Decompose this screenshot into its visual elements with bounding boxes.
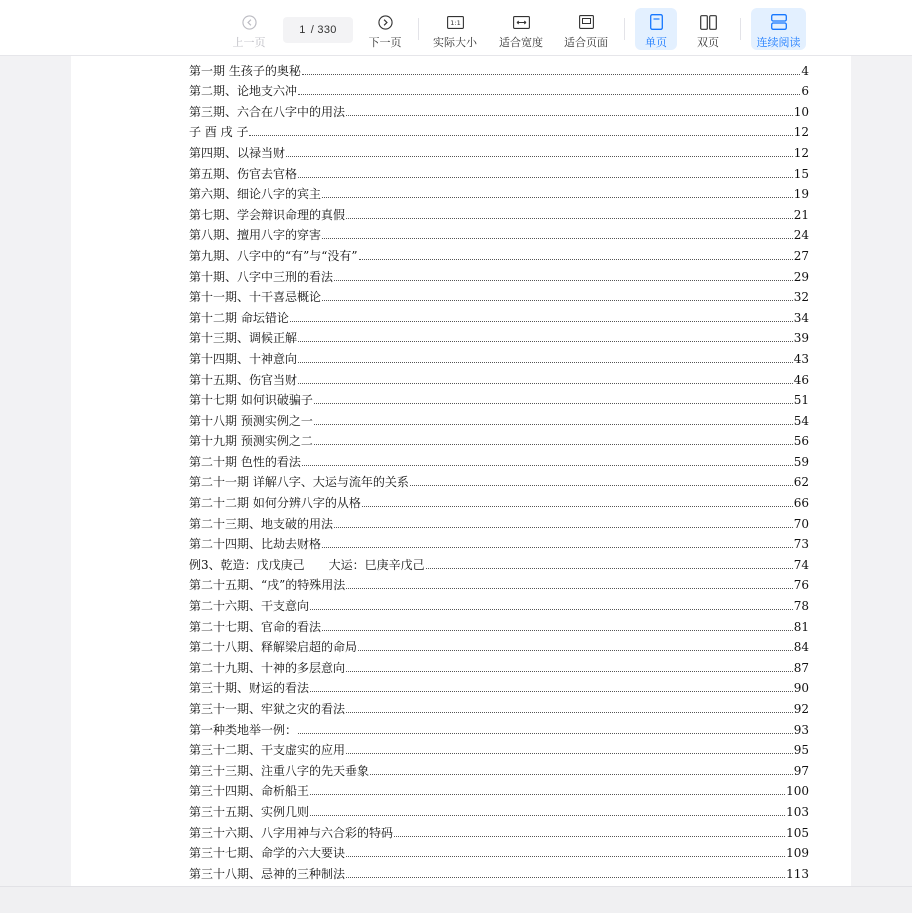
toc-entry-page: 97 xyxy=(793,763,809,778)
toc-leader-dots xyxy=(346,671,793,672)
toc-entry-title: 第八期、擅用八字的穿害 xyxy=(189,228,322,243)
double-page-button[interactable] xyxy=(687,8,729,50)
actual-size-button[interactable] xyxy=(430,8,480,50)
toc-entry-page: 92 xyxy=(793,702,809,716)
toc-leader-dots xyxy=(249,135,792,136)
double-page-label: 双页 xyxy=(697,37,719,49)
toc-leader-dots xyxy=(310,794,785,795)
toc-entry-title: 第十期、八字中三刑的看法 xyxy=(189,269,334,284)
toc-entry-page: 76 xyxy=(793,578,809,593)
toc-entry[interactable] xyxy=(189,654,809,675)
toc-entry-page: 73 xyxy=(793,537,809,552)
toc-entry[interactable] xyxy=(189,489,809,510)
toc-entry[interactable] xyxy=(189,139,809,160)
toc-entry-page: 39 xyxy=(793,331,809,346)
toc-entry-page: 62 xyxy=(793,475,809,490)
toc-entry-title: 第十四期、十神意向 xyxy=(189,351,298,366)
toc-entry[interactable] xyxy=(189,98,809,119)
toc-leader-dots xyxy=(334,280,793,281)
toc-entry-title: 第十五期、伤官当财 xyxy=(189,372,298,387)
toc-leader-dots xyxy=(362,506,793,507)
toc-entry-title: 第二十九期、十神的多层意向 xyxy=(189,660,346,675)
continuous-scroll-icon xyxy=(771,13,787,31)
toc-entry-title: 第十七期 如何识破骗子 xyxy=(189,393,313,408)
toc-entry[interactable] xyxy=(189,448,809,469)
toc-leader-dots xyxy=(322,300,793,301)
double-page-icon xyxy=(700,13,717,31)
toc-entry-page: 21 xyxy=(793,207,809,222)
toc-leader-dots xyxy=(410,485,793,486)
toc-entry-page: 12 xyxy=(793,145,809,160)
toc-entry-title: 子 酉 戌 子 xyxy=(189,125,249,140)
toc-entry[interactable] xyxy=(189,242,809,263)
toc-entry-title: 第十八期 预测实例之一 xyxy=(189,413,313,428)
toc-leader-dots xyxy=(322,238,793,239)
toc-leader-dots xyxy=(346,115,793,116)
toc-leader-dots xyxy=(346,588,792,589)
toc-entry[interactable] xyxy=(189,304,809,325)
toc-entry[interactable] xyxy=(189,160,809,181)
toc-leader-dots xyxy=(346,753,793,754)
toc-entry-title: 第三十二期、干支虚实的应用 xyxy=(189,743,346,758)
toc-leader-dots xyxy=(314,403,793,404)
toc-entry-title: 第三十一期、牢狱之灾的看法 xyxy=(189,702,346,716)
toc-entry[interactable] xyxy=(189,201,809,222)
bottom-bar xyxy=(0,886,912,913)
toc-entry-title: 第三十六期、八字用神与六合彩的特码 xyxy=(189,825,394,840)
toc-entry-page: 90 xyxy=(793,681,809,696)
page-current-input[interactable]: 1 xyxy=(299,24,306,36)
toc-entry-page: 81 xyxy=(793,619,809,634)
toc-entry[interactable] xyxy=(189,345,809,366)
toc-entry-title: 第十二期 命坛错论 xyxy=(189,310,289,325)
toc-leader-dots xyxy=(426,568,793,569)
toc-leader-dots xyxy=(310,609,793,610)
toc-entry[interactable] xyxy=(189,181,809,202)
toc-entry[interactable] xyxy=(189,716,809,737)
toc-entry-page: 43 xyxy=(793,351,809,366)
toc-leader-dots xyxy=(394,836,785,837)
toc-entry-page: 19 xyxy=(793,187,809,202)
prev-page-label: 上一页 xyxy=(232,37,266,49)
toc-entry-page: 15 xyxy=(793,166,809,181)
single-page-icon xyxy=(650,13,663,31)
toc-entry-page: 32 xyxy=(793,290,809,305)
toc-entry-page: 105 xyxy=(786,825,809,840)
toc-entry-page: 4 xyxy=(801,63,809,78)
toc-entry-title: 第二十五期、“戌”的特殊用法 xyxy=(189,578,346,593)
toc-leader-dots xyxy=(322,197,793,198)
toc-entry-page: 34 xyxy=(793,310,809,325)
toc-entry[interactable] xyxy=(189,675,809,696)
toc-entry[interactable] xyxy=(189,510,809,531)
toc-entry[interactable] xyxy=(189,798,809,819)
next-page-label: 下一页 xyxy=(368,37,402,49)
toc-entry-title: 第二十七期、官命的看法 xyxy=(189,619,322,634)
fit-page-label: 适合页面 xyxy=(564,37,608,49)
toolbar-divider xyxy=(624,18,625,40)
toc-entry[interactable] xyxy=(189,119,809,140)
toc-entry-title: 第十三期、调候正解 xyxy=(189,331,298,346)
toc-entry-title: 第十九期 预测实例之二 xyxy=(189,434,313,449)
toc-entry[interactable] xyxy=(189,222,809,243)
toc-entry-page: 100 xyxy=(786,784,809,799)
actual-size-label: 实际大小 xyxy=(433,37,477,49)
toc-leader-dots xyxy=(298,177,793,178)
toc-entry[interactable] xyxy=(189,469,809,490)
circle-chevron-right-icon xyxy=(378,13,393,31)
toc-entry-page: 93 xyxy=(793,722,809,737)
next-page-button[interactable] xyxy=(364,8,406,50)
reader-toolbar xyxy=(0,0,912,56)
toc-entry-page: 78 xyxy=(793,599,809,614)
toc-leader-dots xyxy=(298,733,793,734)
toc-entry-page: 56 xyxy=(793,434,809,449)
page-indicator[interactable] xyxy=(283,17,353,43)
toc-entry-title: 第十一期、十干喜忌概论 xyxy=(189,290,322,305)
toc-leader-dots xyxy=(302,74,800,75)
prev-page-button[interactable] xyxy=(228,8,270,50)
toc-leader-dots xyxy=(298,94,800,95)
toc-leader-dots xyxy=(310,815,785,816)
toc-entry[interactable] xyxy=(189,778,809,799)
toc-entry-page: 109 xyxy=(786,846,809,861)
toc-entry-page: 29 xyxy=(793,269,809,284)
toc-entry[interactable] xyxy=(189,757,809,778)
toc-entry[interactable] xyxy=(189,572,809,593)
toc-entry[interactable] xyxy=(189,613,809,634)
toc-entry-title: 第二十八期、释解梁启超的命局 xyxy=(189,640,358,655)
single-page-button[interactable] xyxy=(635,8,677,50)
toc-leader-dots xyxy=(322,547,793,548)
toc-entry-title: 第四期、以禄当财 xyxy=(189,145,286,160)
toc-entry-page: 59 xyxy=(793,454,809,469)
toc-entry-page: 51 xyxy=(793,393,809,408)
toc-leader-dots xyxy=(298,341,793,342)
toc-entry-title: 第七期、学会辩识命理的真假 xyxy=(189,207,346,222)
single-page-label: 单页 xyxy=(645,37,667,49)
toc-leader-dots xyxy=(358,650,793,651)
toc-entry-page: 12 xyxy=(793,125,809,140)
toc-entry-title: 第三十八期、忌神的三种制法 xyxy=(189,866,346,881)
toc-entry-page: 24 xyxy=(793,228,809,243)
toc-entry-title: 第一期 生孩子的奥秘 xyxy=(189,63,301,78)
toc-entry[interactable] xyxy=(189,407,809,428)
table-of-contents xyxy=(189,57,809,901)
toc-leader-dots xyxy=(310,691,793,692)
toc-entry[interactable] xyxy=(189,634,809,655)
toc-entry-page: 113 xyxy=(786,866,809,881)
toc-entry[interactable] xyxy=(189,78,809,99)
svg-text:1:1: 1:1 xyxy=(449,18,461,27)
continuous-reading-label: 连续阅读 xyxy=(756,37,801,49)
document-viewport[interactable] xyxy=(0,56,912,886)
toc-entry-page: 103 xyxy=(786,804,809,819)
toc-entry[interactable] xyxy=(189,737,809,758)
toolbar-divider xyxy=(740,18,741,40)
toc-leader-dots xyxy=(302,465,793,466)
toc-leader-dots xyxy=(298,383,793,384)
toc-leader-dots xyxy=(359,259,793,260)
fit-width-button[interactable] xyxy=(496,8,546,50)
toc-leader-dots xyxy=(346,218,793,219)
toc-entry-title: 例3、乾造：戊戊庚己 大运：巳庚辛戊己 xyxy=(189,557,425,572)
toc-entry[interactable] xyxy=(189,428,809,449)
toc-entry-page: 66 xyxy=(793,496,809,511)
toc-entry[interactable] xyxy=(189,325,809,346)
pdf-page xyxy=(71,56,851,896)
toc-leader-dots xyxy=(346,856,785,857)
toc-entry-title: 第三十三期、注重八字的先天垂象 xyxy=(189,763,370,778)
toc-leader-dots xyxy=(346,877,785,878)
toolbar-divider xyxy=(418,18,419,40)
toc-entry-page: 70 xyxy=(793,516,809,531)
toc-entry[interactable] xyxy=(189,531,809,552)
toc-entry-title: 第九期、八字中的“有”与“没有” xyxy=(189,248,358,263)
toc-entry-title: 第二十六期、干支意向 xyxy=(189,599,310,614)
toc-entry-page: 95 xyxy=(793,743,809,758)
toc-entry-page: 84 xyxy=(793,640,809,655)
toc-entry-title: 第一种类地举一例： xyxy=(189,722,298,737)
toc-entry-page: 54 xyxy=(793,413,809,428)
continuous-reading-button[interactable] xyxy=(751,8,806,50)
toc-entry-page: 87 xyxy=(793,660,809,675)
toc-entry[interactable] xyxy=(189,551,809,572)
toc-leader-dots xyxy=(314,444,793,445)
toc-entry-page: 10 xyxy=(793,104,809,119)
toc-entry[interactable] xyxy=(189,366,809,387)
fit-width-icon xyxy=(513,13,530,31)
fit-page-icon xyxy=(579,13,594,31)
toc-leader-dots xyxy=(346,712,793,713)
toc-entry[interactable] xyxy=(189,387,809,408)
toc-entry-title: 第二十一期 详解八字、大运与流年的关系 xyxy=(189,475,409,490)
toc-entry-title: 第二期、论地支六冲 xyxy=(189,84,298,99)
fit-width-label: 适合宽度 xyxy=(499,37,543,49)
actual-size-icon xyxy=(447,13,464,31)
toc-entry-title: 第六期、细论八字的宾主 xyxy=(189,187,322,202)
toc-entry-title: 第三十七期、命学的六大要诀 xyxy=(189,846,346,861)
toc-entry-title: 第二十期 色性的看法 xyxy=(189,454,301,469)
toc-entry-title: 第二十三期、地支破的用法 xyxy=(189,516,334,531)
toc-entry[interactable] xyxy=(189,819,809,840)
toc-leader-dots xyxy=(334,527,793,528)
toc-leader-dots xyxy=(322,630,793,631)
toc-leader-dots xyxy=(290,321,793,322)
toc-entry[interactable] xyxy=(189,57,809,78)
toc-entry-title: 第三十四期、命析船王 xyxy=(189,784,310,799)
circle-chevron-left-icon xyxy=(242,13,257,31)
toc-entry-page: 46 xyxy=(793,372,809,387)
toc-entry-title: 第五期、伤官去官格 xyxy=(189,166,298,181)
toc-entry[interactable] xyxy=(189,860,809,881)
toc-entry-title: 第三十五期、实例几则 xyxy=(189,804,310,819)
toc-entry-title: 第二十四期、比劫去财格 xyxy=(189,537,322,552)
toc-entry-page: 27 xyxy=(793,248,809,263)
toc-entry-title: 第三十期、财运的看法 xyxy=(189,681,310,696)
toc-entry[interactable] xyxy=(189,263,809,284)
toc-entry[interactable] xyxy=(189,695,809,716)
page-total: / 330 xyxy=(310,24,337,36)
toc-entry-title: 第三期、六合在八字中的用法 xyxy=(189,104,346,119)
toc-leader-dots xyxy=(286,156,793,157)
fit-page-button[interactable] xyxy=(561,8,611,50)
toc-entry-title: 第二十二期 如何分辨八字的从格 xyxy=(189,496,361,511)
toc-leader-dots xyxy=(298,362,793,363)
toc-entry[interactable] xyxy=(189,284,809,305)
toc-entry-page: 74 xyxy=(793,557,809,572)
toc-entry-page: 6 xyxy=(801,84,809,99)
toc-leader-dots xyxy=(314,424,793,425)
toc-entry[interactable] xyxy=(189,840,809,861)
toc-leader-dots xyxy=(370,774,793,775)
toc-entry[interactable] xyxy=(189,592,809,613)
